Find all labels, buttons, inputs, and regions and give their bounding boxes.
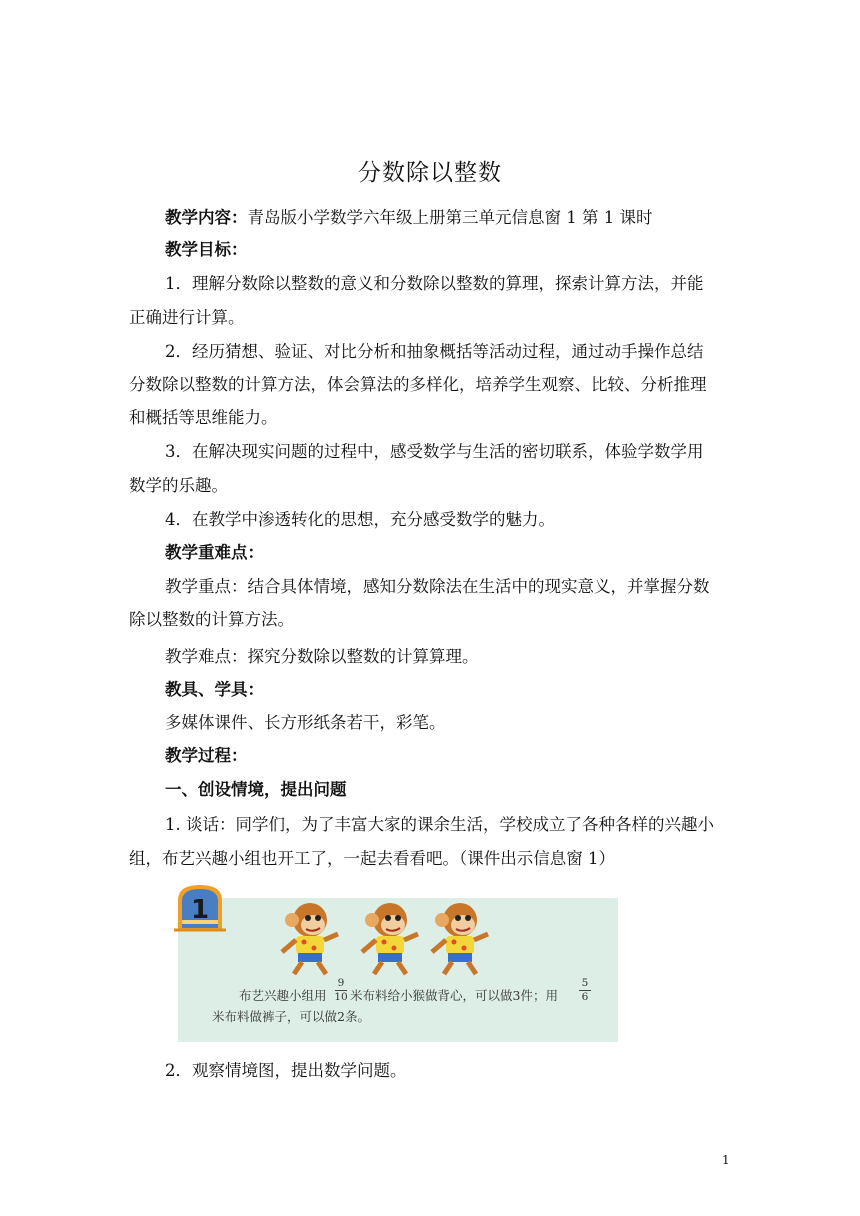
step-1-line-1: 1. 谈话：同学们，为了丰富大家的课余生活，学校成立了各种各样的兴趣小 [165,815,714,834]
fraction-1-denominator: 10 [334,991,348,1003]
goal-4: 4．在教学中渗透转化的思想，充分感受数学的魅力。 [165,510,555,529]
goal-2-line-1: 2．经历猜想、验证、对比分析和抽象概括等活动过程，通过动手操作总结 [165,342,704,361]
page-title: 分数除以整数 [358,160,502,186]
info-window-figure [172,882,618,1042]
key-point-line-1: 教学重点：结合具体情境，感知分数除法在生活中的现实意义，并掌握分数 [165,577,710,596]
key-heading: 教学重难点： [165,543,264,562]
page-number: 1 [722,1153,730,1167]
monkey-icon [350,898,430,978]
tools-text: 多媒体课件、长方形纸条若干，彩笔。 [165,713,446,732]
section-1-heading: 一、创设情境，提出问题 [165,780,347,799]
content-line [165,208,767,228]
step-2: 2．观察情境图，提出数学问题。 [165,1061,407,1080]
goal-2-line-3: 和概括等思维能力。 [129,408,278,427]
step-1-line-2: 组，布艺兴趣小组也开工了，一起去看看吧。（课件出示信息窗 1） [129,849,615,868]
fraction-2-denominator: 6 [581,991,589,1003]
goal-3-line-2: 数学的乐趣。 [129,476,228,495]
figure-text-line-2: 米布料做裤子，可以做2条。 [212,1009,370,1024]
goals-heading: 教学目标： [165,240,248,259]
window-number-icon [172,882,228,932]
goal-1-line-2: 正确进行计算。 [129,308,245,327]
goal-2-line-2: 分数除以整数的计算方法，体会算法的多样化，培养学生观察、比较、分析推理 [129,375,707,394]
window-number: 1 [190,895,210,925]
monkey-icon [270,898,350,978]
fraction-9-10 [333,978,349,1003]
figure-text-part-1: 布艺兴趣小组用 [239,988,327,1003]
goal-1-line-1: 1．理解分数除以整数的意义和分数除以整数的算理，探索计算方法，并能 [165,274,704,293]
monkey-icon [420,898,500,978]
difficulty-line: 教学难点：探究分数除以整数的计算算理。 [165,647,479,666]
fraction-1-numerator: 9 [337,977,345,989]
content-label: 教学内容： [165,208,248,227]
process-heading: 教学过程： [165,746,248,765]
tools-heading: 教具、学具： [165,680,264,699]
figure-text-part-2: 米布料给小猴做背心，可以做3件；用 [350,988,558,1003]
fraction-2-numerator: 5 [581,977,589,989]
content-text: 青岛版小学数学六年级上册第三单元信息窗 1 第 1 课时 [247,208,653,227]
goal-3-line-1: 3．在解决现实问题的过程中，感受数学与生活的密切联系，体验学数学用 [165,442,704,461]
key-point-line-2: 除以整数的计算方法。 [129,610,294,629]
fraction-5-6 [577,978,593,1003]
